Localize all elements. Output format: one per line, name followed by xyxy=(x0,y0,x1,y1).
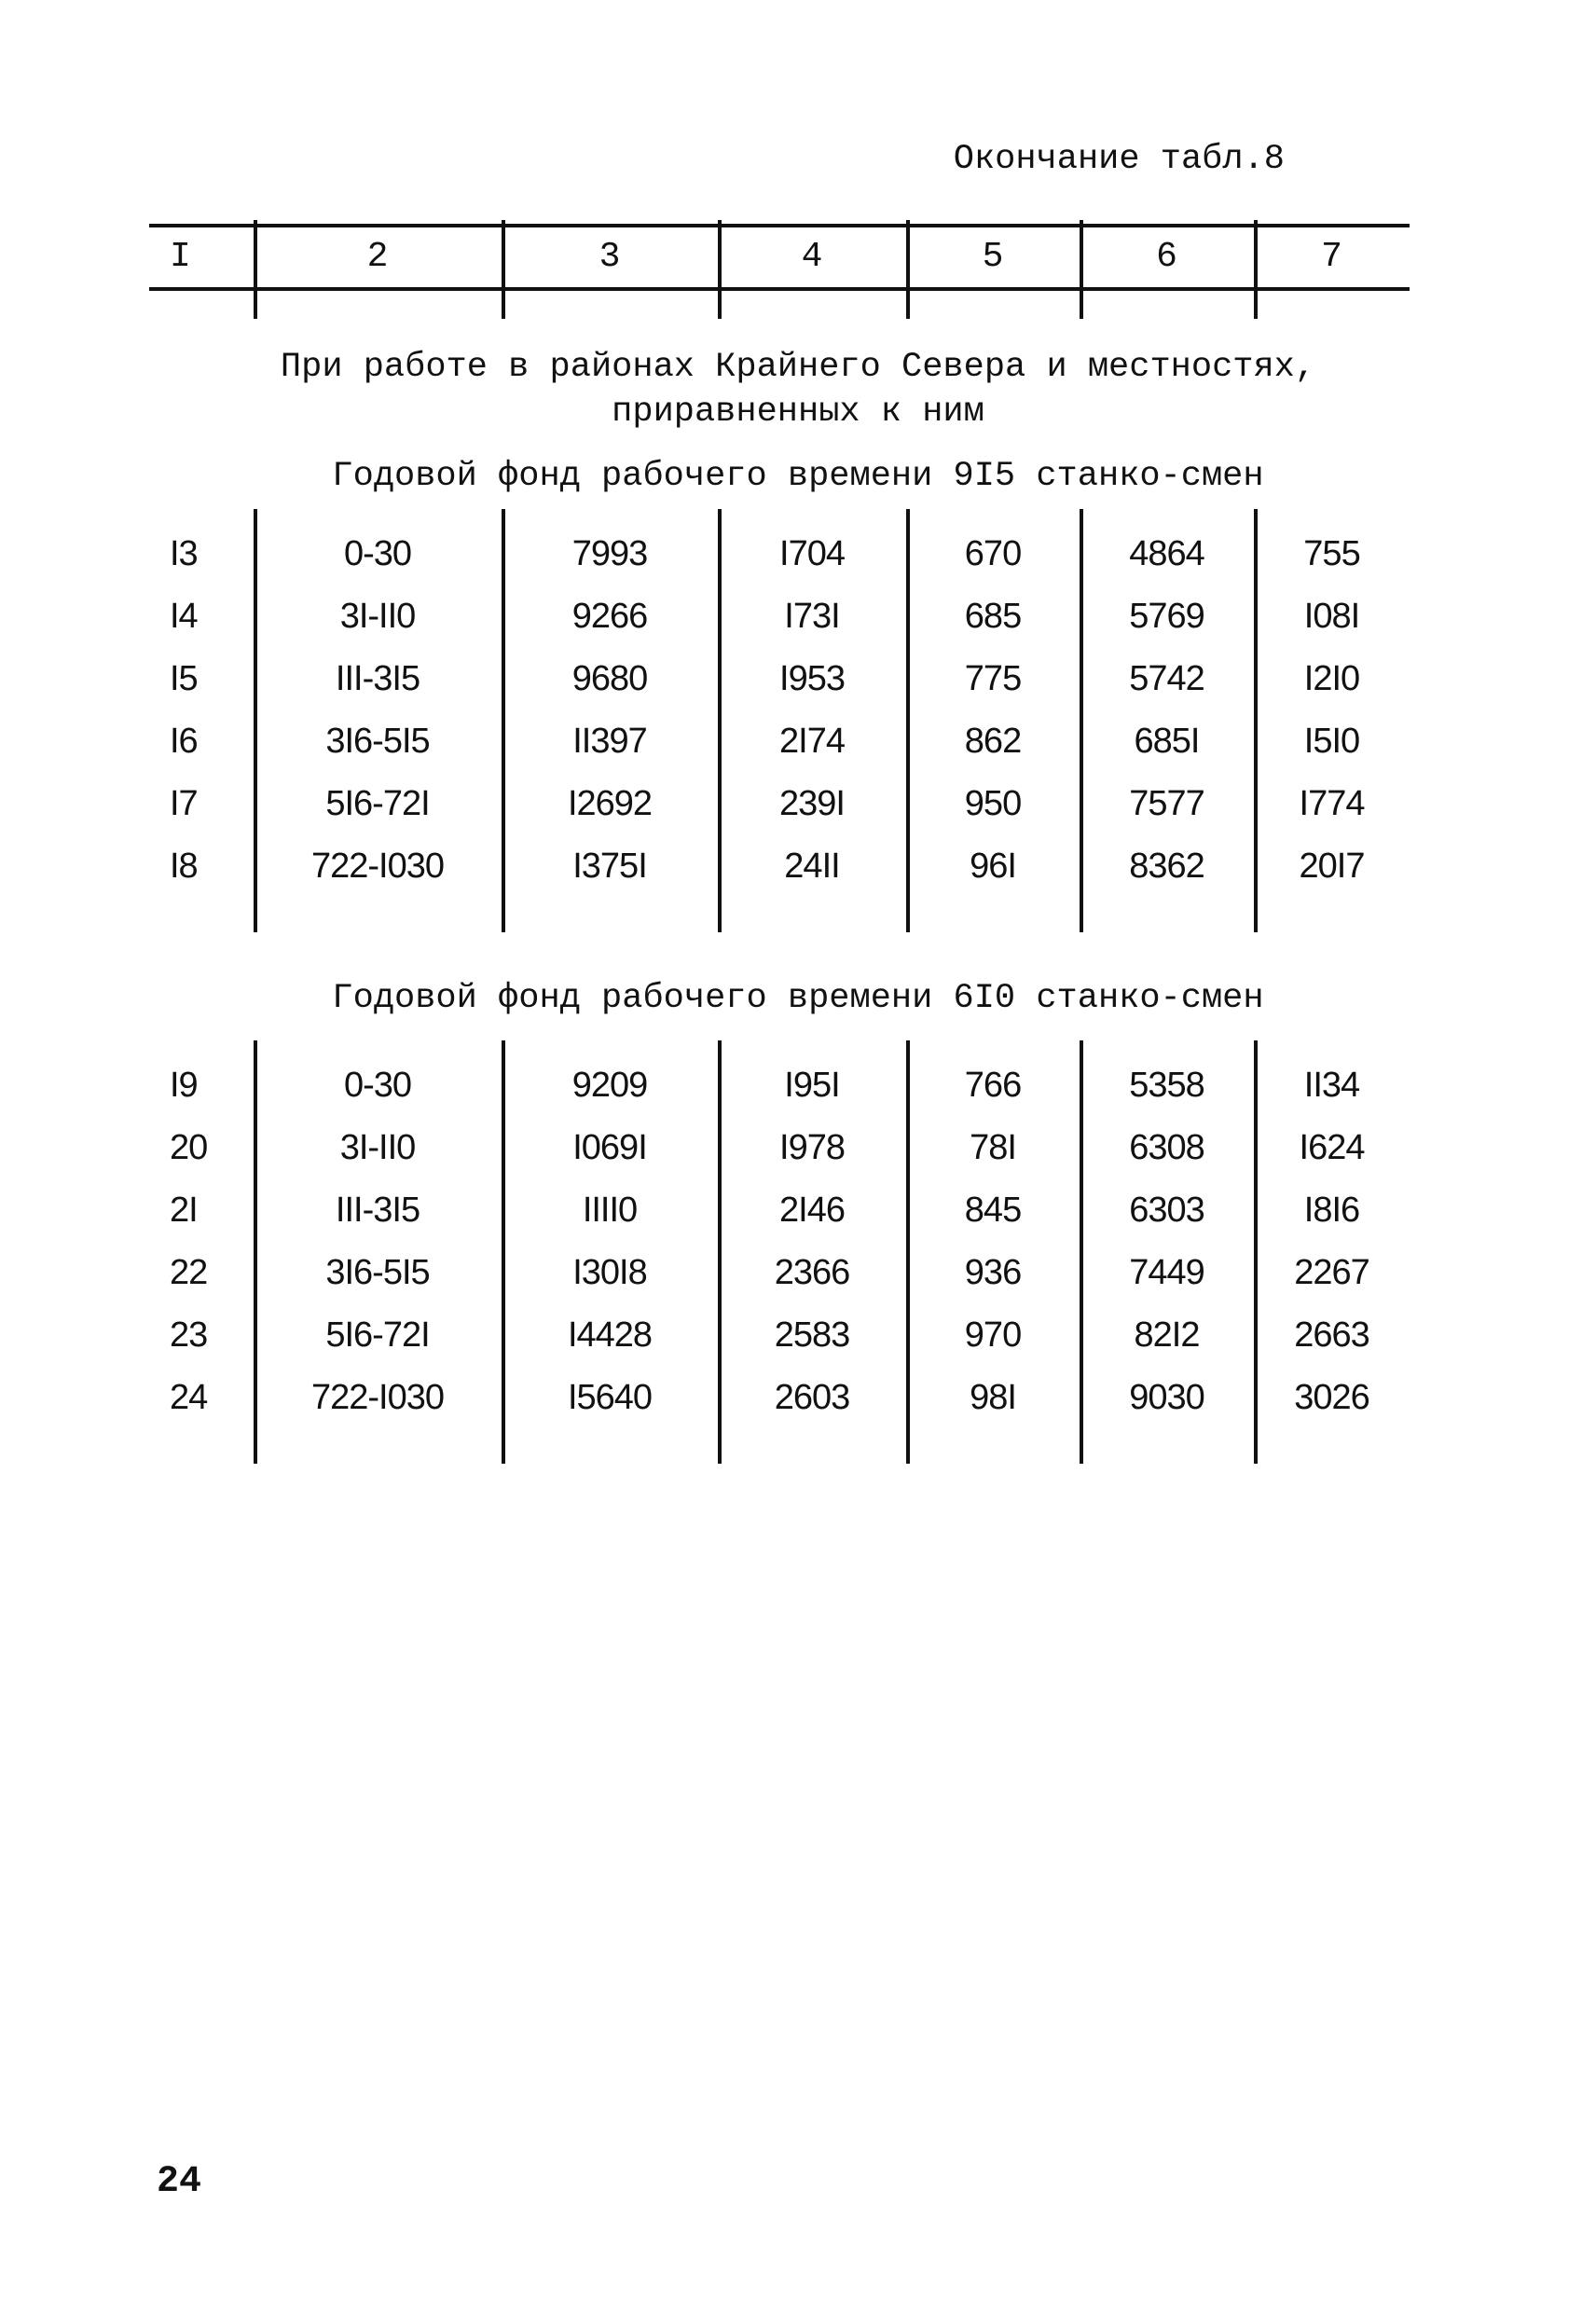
table-cell-col-7: II34 xyxy=(1303,1065,1360,1105)
table-row xyxy=(149,1053,1410,1117)
table-row xyxy=(149,1178,1410,1242)
table-cell-col-3: I375I xyxy=(572,846,647,886)
table-cell-col-5: 766 xyxy=(964,1065,1022,1105)
column-separator xyxy=(254,509,257,932)
table-cell-col-4: 2366 xyxy=(774,1252,850,1292)
table-cell-col-5: 670 xyxy=(964,533,1022,573)
header-column-separator xyxy=(254,220,257,319)
table-cell-col-3: 9680 xyxy=(571,658,648,698)
column-separator xyxy=(502,509,505,932)
table-cell-col-7: 755 xyxy=(1303,533,1360,573)
table-cell-col-6: 7449 xyxy=(1129,1252,1204,1292)
table-row xyxy=(149,1241,1410,1304)
column-separator xyxy=(906,1040,910,1464)
caption: Окончание табл.8 xyxy=(953,140,1285,179)
table-cell-col-1: I6 xyxy=(170,721,198,761)
column-header-3: 3 xyxy=(598,236,621,277)
table-cell-col-7: 20I7 xyxy=(1299,846,1365,886)
table-cell-col-3: I4428 xyxy=(567,1315,653,1355)
region-note xyxy=(0,345,1596,434)
table-cell-col-5: 845 xyxy=(964,1190,1022,1230)
table-cell-col-7: I2I0 xyxy=(1303,658,1360,698)
table-row xyxy=(149,1303,1410,1367)
table-cell-col-6: 5742 xyxy=(1129,658,1204,698)
table-row xyxy=(149,1366,1410,1429)
column-separator xyxy=(1254,1040,1258,1464)
table-cell-col-2: III-3I5 xyxy=(335,1190,420,1230)
table-cell-col-6: 7577 xyxy=(1129,783,1204,823)
header-column-separator xyxy=(1080,220,1083,319)
table-cell-col-2: 0-30 xyxy=(343,533,412,573)
table-row xyxy=(149,772,1410,835)
table-cell-col-6: 9030 xyxy=(1129,1377,1204,1417)
table-cell-col-4: I73I xyxy=(784,596,840,636)
table-cell-col-1: 2I xyxy=(170,1190,198,1230)
table-cell-col-3: I5640 xyxy=(567,1377,653,1417)
table-cell-col-2: 722-I030 xyxy=(310,1377,444,1417)
table-cell-col-7: I774 xyxy=(1299,783,1365,823)
table-cell-col-4: 239I xyxy=(779,783,845,823)
column-separator xyxy=(254,1040,257,1464)
table-cell-col-7: 2267 xyxy=(1294,1252,1369,1292)
table-cell-col-5: 970 xyxy=(964,1315,1022,1355)
column-header-7: 7 xyxy=(1321,236,1342,277)
table-cell-col-4: I978 xyxy=(779,1127,845,1167)
column-separator xyxy=(1080,509,1083,932)
table-cell-col-4: I704 xyxy=(779,533,845,573)
table-cell-col-1: I9 xyxy=(170,1065,198,1105)
table-cell-col-2: III-3I5 xyxy=(335,658,420,698)
table-cell-col-4: 2603 xyxy=(774,1377,850,1417)
table-cell-col-3: I069I xyxy=(572,1127,647,1167)
table-cell-col-2: 3I-II0 xyxy=(339,1127,416,1167)
table-cell-col-7: 2663 xyxy=(1294,1315,1369,1355)
table-row xyxy=(149,522,1410,585)
table-cell-col-6: 4864 xyxy=(1129,533,1204,573)
table-cell-col-4: I953 xyxy=(779,658,845,698)
table-cell-col-1: I7 xyxy=(170,783,198,823)
group-title-2: Годовой фонд рабочего времени 6I0 станко-смен xyxy=(332,979,1264,1018)
table-cell-col-3: 9266 xyxy=(571,596,648,636)
table-cell-col-5: 775 xyxy=(964,658,1022,698)
table-cell-col-1: I8 xyxy=(170,846,198,886)
table-row xyxy=(149,647,1410,710)
table-cell-col-2: 5I6-72I xyxy=(325,783,430,823)
table-row xyxy=(149,585,1410,648)
column-header-4: 4 xyxy=(801,236,823,277)
table-cell-col-2: 3I6-5I5 xyxy=(325,1252,430,1292)
table-cell-col-6: 6308 xyxy=(1129,1127,1204,1167)
data-group-2 xyxy=(149,1053,1410,1464)
column-header-6: 6 xyxy=(1156,236,1177,277)
table-row xyxy=(149,1116,1410,1179)
header-column-separator xyxy=(502,220,505,319)
header-column-separator xyxy=(906,220,910,319)
table-cell-col-6: 82I2 xyxy=(1134,1315,1200,1355)
column-header-5: 5 xyxy=(982,236,1004,277)
table-cell-col-1: 20 xyxy=(170,1127,208,1167)
table-cell-col-5: 862 xyxy=(964,721,1022,761)
table-cell-col-7: I5I0 xyxy=(1303,721,1360,761)
table-cell-col-4: 24II xyxy=(784,846,840,886)
table-cell-col-6: 685I xyxy=(1134,721,1200,761)
group-title-1: Годовой фонд рабочего времени 9I5 станко-смен xyxy=(332,457,1264,496)
table-cell-col-1: I3 xyxy=(170,533,198,573)
table-cell-col-5: 96I xyxy=(970,846,1016,886)
table-cell-col-2: 722-I030 xyxy=(310,846,444,886)
table-cell-col-6: 6303 xyxy=(1129,1190,1204,1230)
table-cell-col-7: I8I6 xyxy=(1303,1190,1360,1230)
column-header-1: I xyxy=(170,236,191,277)
table-cell-col-5: 98I xyxy=(970,1377,1016,1417)
column-separator xyxy=(1254,509,1258,932)
column-header-row xyxy=(149,224,1410,289)
table-row xyxy=(149,834,1410,898)
table-cell-col-4: 2I46 xyxy=(779,1190,845,1230)
table-cell-col-3: II397 xyxy=(572,721,647,761)
table-cell-col-5: 78I xyxy=(970,1127,1016,1167)
column-separator xyxy=(718,1040,722,1464)
table-cell-col-1: 22 xyxy=(170,1252,208,1292)
table-cell-col-1: 24 xyxy=(170,1377,208,1417)
data-group-1 xyxy=(149,522,1410,932)
table-cell-col-4: 2I74 xyxy=(779,721,845,761)
table-cell-col-3: IIII0 xyxy=(582,1190,638,1230)
table-cell-col-6: 8362 xyxy=(1129,846,1204,886)
table-cell-col-4: 2583 xyxy=(774,1315,850,1355)
column-separator xyxy=(502,1040,505,1464)
header-column-separator xyxy=(1254,220,1258,319)
column-header-2: 2 xyxy=(366,236,389,277)
column-separator xyxy=(1080,1040,1083,1464)
table-cell-col-4: I95I xyxy=(784,1065,840,1105)
table-cell-col-1: 23 xyxy=(170,1315,208,1355)
region-note-line-1: При работе в районах Крайнего Севера и местностях, xyxy=(280,348,1316,387)
column-separator xyxy=(718,509,722,932)
page-number: 24 xyxy=(157,2161,202,2203)
table-cell-col-1: I5 xyxy=(170,658,198,698)
table-cell-col-7: 3026 xyxy=(1294,1377,1369,1417)
table-cell-col-6: 5769 xyxy=(1129,596,1204,636)
table-cell-col-2: 5I6-72I xyxy=(325,1315,430,1355)
table-cell-col-5: 950 xyxy=(964,783,1022,823)
table-cell-col-6: 5358 xyxy=(1129,1065,1204,1105)
table-cell-col-3: I2692 xyxy=(567,783,653,823)
table-row xyxy=(149,709,1410,773)
table-cell-col-2: 0-30 xyxy=(343,1065,412,1105)
table-cell-col-7: I624 xyxy=(1299,1127,1365,1167)
header-column-separator xyxy=(718,220,722,319)
column-separator xyxy=(906,509,910,932)
table-cell-col-3: 7993 xyxy=(571,533,648,573)
table-cell-col-1: I4 xyxy=(170,596,198,636)
table-cell-col-7: I08I xyxy=(1303,596,1360,636)
region-note-line-2: приравненных к ним xyxy=(612,392,984,432)
table-cell-col-3: 9209 xyxy=(571,1065,648,1105)
table-cell-col-5: 685 xyxy=(964,596,1022,636)
table-cell-col-2: 3I-II0 xyxy=(339,596,416,636)
table-cell-col-3: I30I8 xyxy=(572,1252,647,1292)
table-cell-col-2: 3I6-5I5 xyxy=(325,721,430,761)
table-cell-col-5: 936 xyxy=(964,1252,1022,1292)
